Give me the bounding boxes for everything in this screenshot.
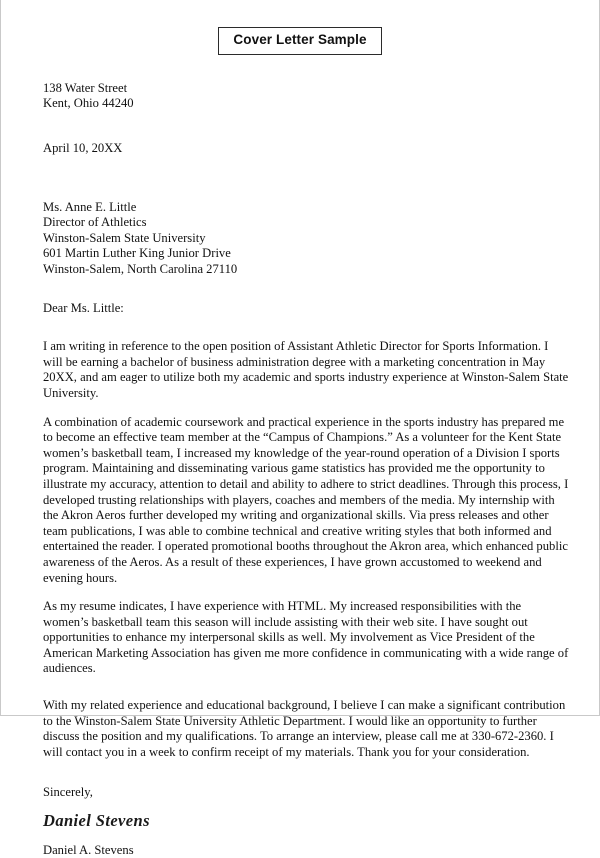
body-paragraph: A combination of academic coursework and practical experience in the sports industry has prepared me to become an effective team member at the “Campus of Champions.” As a volunteer for the Kent State women’s basketball team, I increased my knowledge of the year-round operation of a Division I sports program. Maintaining and disseminating various game statistics has provided me the opportunity to illustrate my accuracy, attention to detail and ability to adhere to strict deadlines. Through this process, I developed trusting relationships with players, coaches and members of the media. My internship with the Akron Aeros further developed my writing and organizational skills. Via press releases and other team publications, I was able to combine technical and creative writing styles that both informed and entertained the reader. I operated promotional booths throughout the Akron area, which enhanced public awareness of the Aeros. As a result of these experiences, I have grown accustomed to weekend and evening hours. bbox=[43, 414, 569, 585]
letter-body bbox=[1, 55, 599, 858]
title-badge-container bbox=[1, 0, 599, 55]
spacer-before-salutation bbox=[43, 278, 569, 301]
spacer-extra-before-closing-paragraph bbox=[43, 690, 569, 698]
recipient-address-line: 601 Martin Luther King Junior Drive bbox=[43, 246, 231, 261]
recipient-address-line: Winston-Salem, North Carolina 27110 bbox=[43, 262, 238, 276]
sender-address bbox=[43, 81, 569, 112]
handwritten-signature: Daniel Stevens bbox=[43, 811, 150, 831]
spacer-before-date bbox=[43, 112, 569, 141]
sender-address-line: Kent, Ohio 44240 bbox=[43, 96, 134, 111]
sender-address-line: 138 Water Street bbox=[43, 80, 128, 95]
spacer-before-recipient bbox=[43, 157, 569, 179]
spacer-before-signature bbox=[43, 801, 569, 813]
recipient-address-line: Ms. Anne E. Little bbox=[43, 199, 137, 214]
spacer-before-closing bbox=[43, 760, 569, 785]
recipient-address bbox=[43, 200, 569, 278]
recipient-address-line: Winston-Salem State University bbox=[43, 230, 206, 245]
body-paragraph: With my related experience and educational background, I believe I can make a significant contribution to the Winston-Salem State University Athletic Department. I would like an opportunity to further discuss the position and my qualifications. To arrange an interview, please call me at 330-672-2360. I will contact you in a week to confirm receipt of my materials. Thank you for your consideration. bbox=[43, 698, 566, 759]
typed-signature-name: Daniel A. Stevens bbox=[43, 842, 134, 857]
spacer-before-typed-name bbox=[43, 829, 569, 843]
spacer-between-paragraphs bbox=[43, 402, 569, 415]
body-paragraph: As my resume indicates, I have experience with HTML. My increased responsibilities with the women’s basketball team this season will include assisting with their web site. I have sought out opportunities to enhance my interpersonal skills as well. My involvement as Vice President of the American Marketing Association has given me more confidence in communicating with a wide range of audiences. bbox=[43, 599, 569, 676]
spacer-before-paragraph-1 bbox=[43, 316, 569, 339]
spacer-before-sender bbox=[43, 55, 569, 81]
recipient-address-line: Director of Athletics bbox=[43, 215, 147, 230]
page-title: Cover Letter Sample bbox=[218, 27, 381, 55]
closing-line: Sincerely, bbox=[43, 785, 93, 800]
spacer-before-recipient-extra bbox=[43, 179, 569, 200]
spacer-between-paragraphs bbox=[43, 677, 569, 690]
spacer-between-paragraphs bbox=[43, 586, 569, 599]
body-paragraph: I am writing in reference to the open position of Assistant Athletic Director for Sports Information. I will be earning a bachelor of business administration degree with a marketing concentration in May 20XX, and am eager to utilize both my academic and sports industry experience at Winston-Salem State University. bbox=[43, 339, 569, 400]
salutation: Dear Ms. Little: bbox=[43, 300, 124, 315]
letter-date: April 10, 20XX bbox=[43, 141, 123, 156]
